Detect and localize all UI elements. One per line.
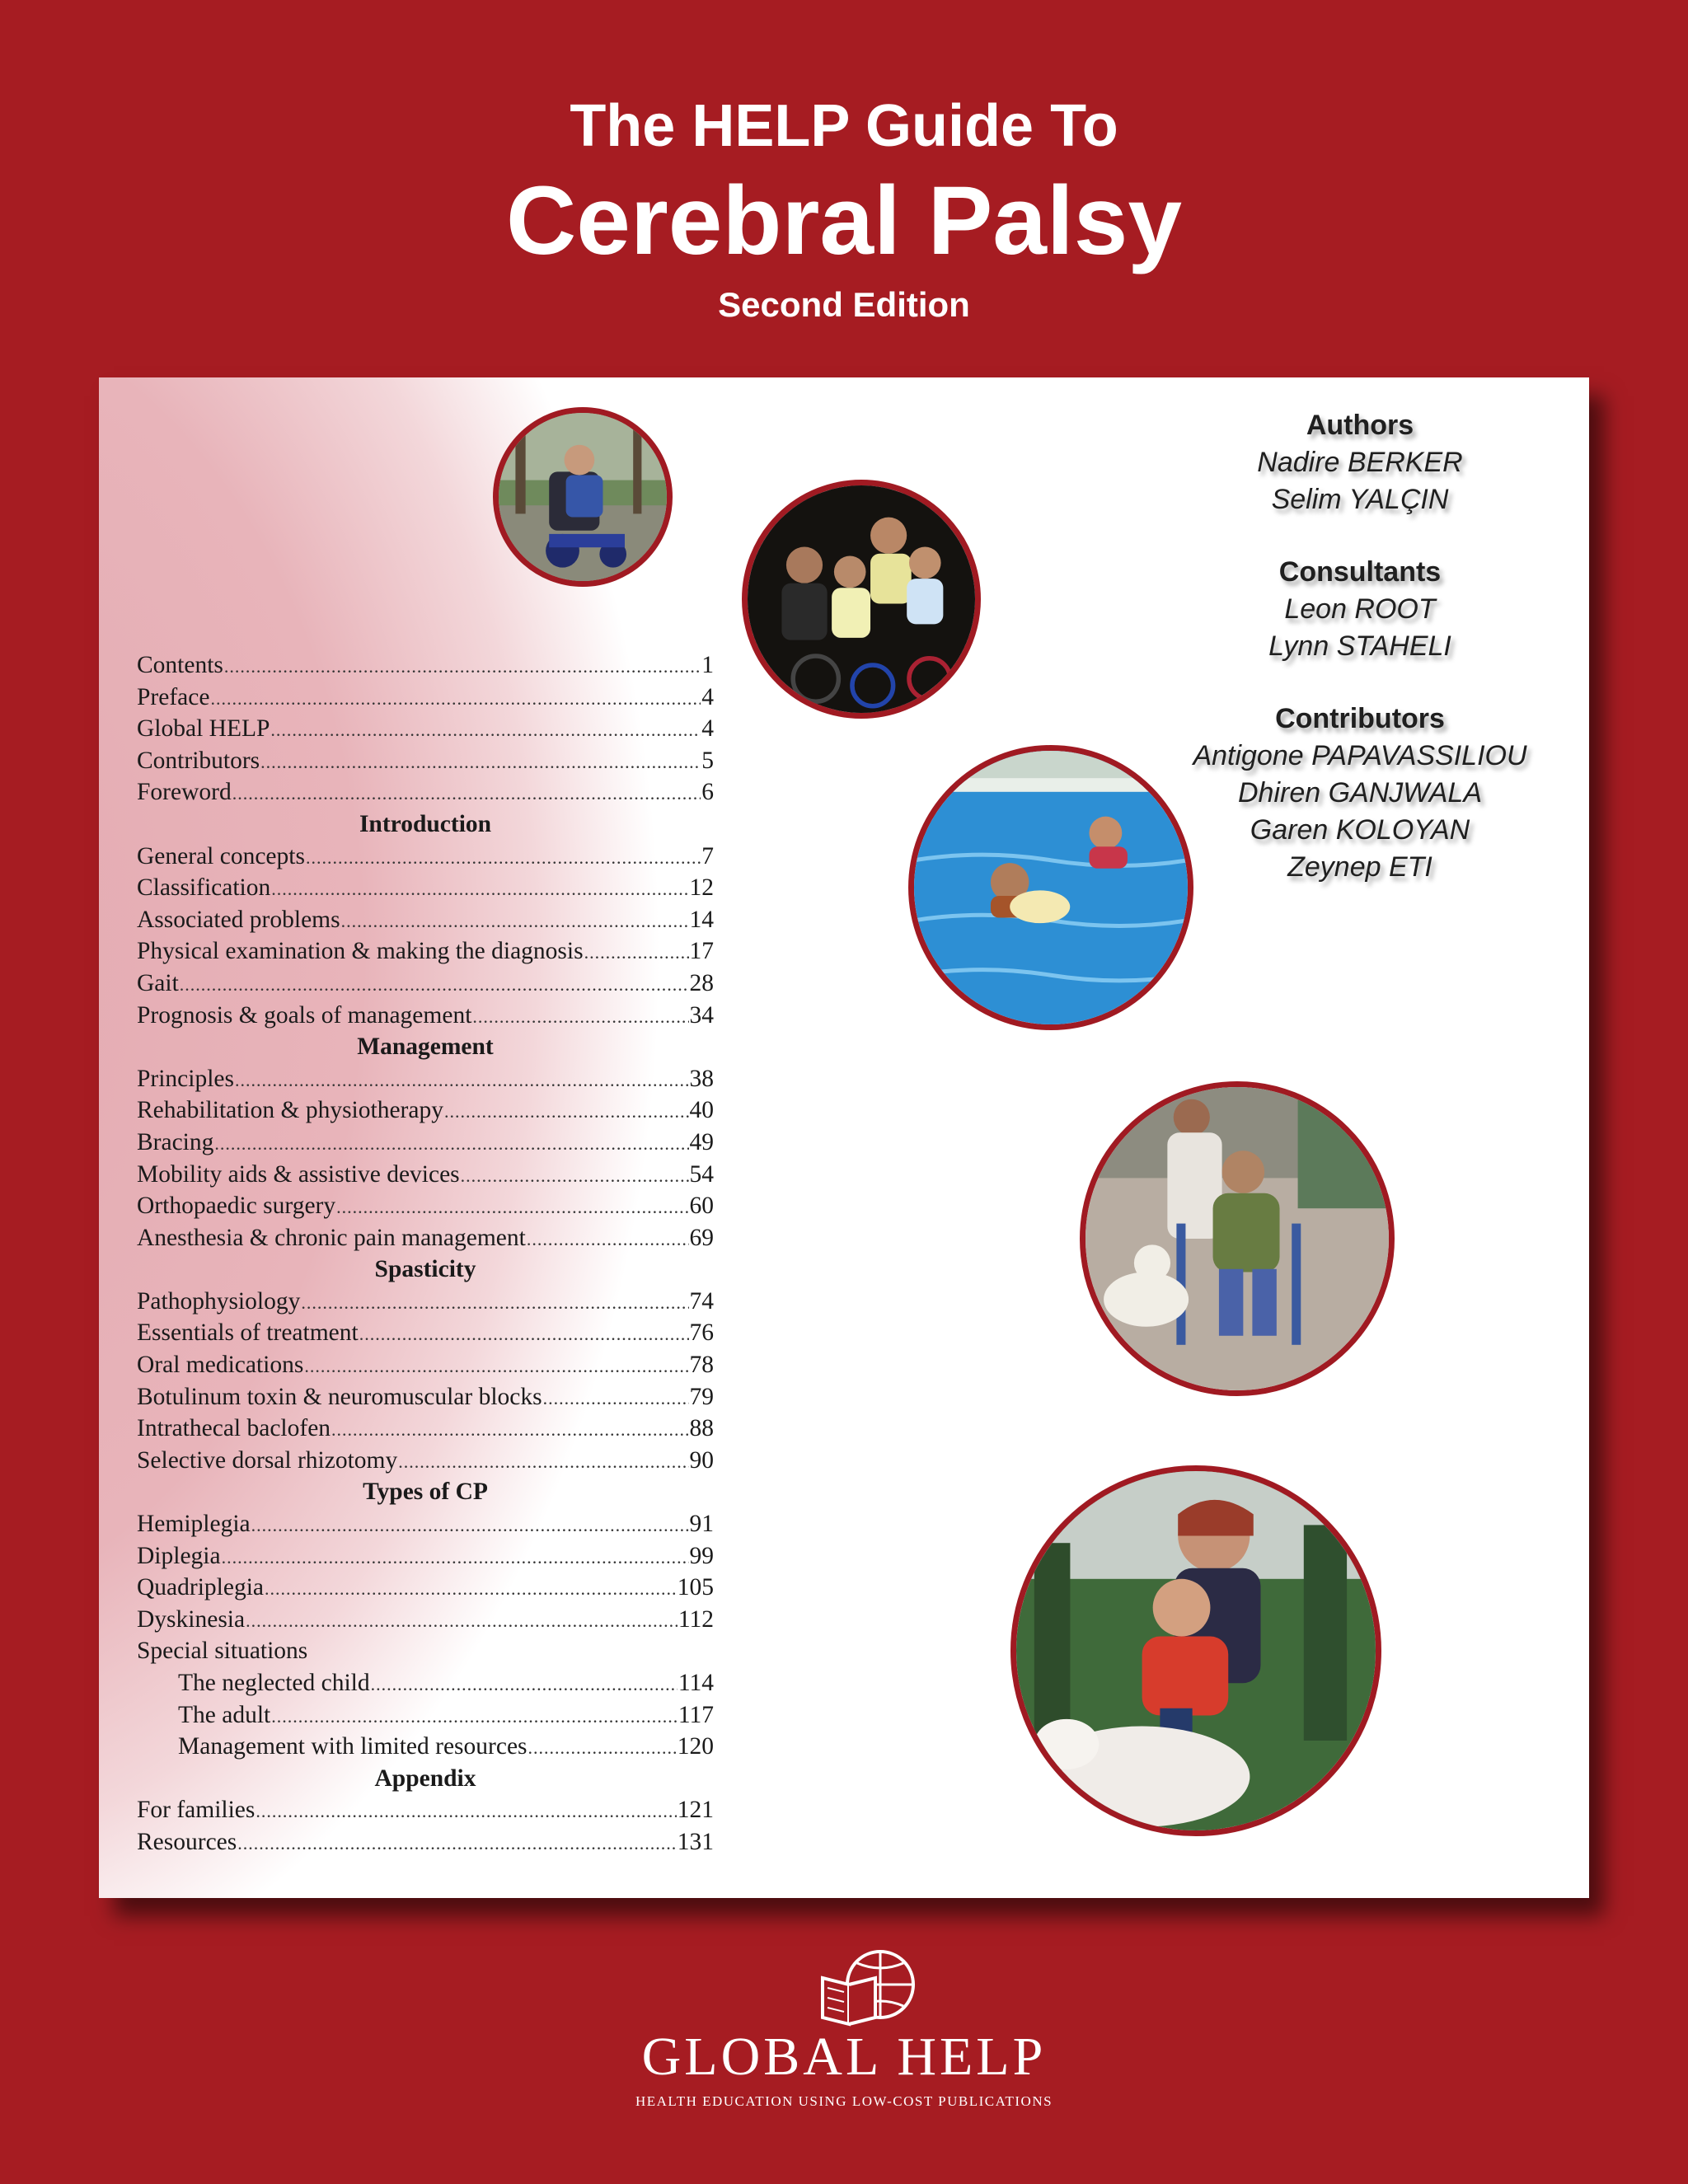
toc-entry [137, 1572, 714, 1604]
toc-entry-label: Gait [137, 969, 179, 996]
toc-entry-label: Diplegia [137, 1542, 221, 1569]
toc-leader-dots [271, 874, 688, 906]
toc-entry [137, 1508, 714, 1540]
toc-leader-dots [472, 1001, 688, 1033]
toc-entry-label: Hemiplegia [137, 1511, 251, 1538]
consultant-name: Lynn STAHELI [1268, 630, 1451, 662]
toc-entry-page: 34 [689, 1001, 714, 1029]
toc-heading-introduction: Introduction [359, 810, 492, 837]
cover-header [0, 0, 1688, 363]
credits [1170, 407, 1550, 886]
toc-leader-dots [584, 937, 689, 969]
toc-leader-dots [444, 1096, 689, 1128]
toc-entry [137, 1826, 714, 1858]
toc-leader-dots [224, 651, 701, 683]
edition-label: Second Edition [718, 285, 970, 324]
toc-leader-dots [235, 1065, 689, 1097]
toc-leader-dots [528, 1732, 677, 1765]
toc-entry-page: 1 [701, 652, 714, 678]
toc-leader-dots [461, 1160, 689, 1193]
toc-section-special [137, 1667, 714, 1763]
contributor-name: Garen KOLOYAN [1250, 814, 1470, 846]
toc-entry [137, 1222, 714, 1254]
toc-entry-label: Rehabilitation & physiotherapy [137, 1097, 443, 1124]
toc-entry-page: 105 [677, 1574, 714, 1601]
toc-entry-label: Foreword [137, 779, 232, 806]
toc-entry-label: Orthopaedic surgery [137, 1193, 336, 1220]
toc-entry [137, 713, 714, 745]
toc-entry-label: Selective dorsal rhizotomy [137, 1446, 398, 1474]
toc-entry [137, 1000, 714, 1032]
toc-leader-dots [331, 1414, 688, 1446]
toc-entry-page: 54 [689, 1160, 714, 1188]
toc-section-introduction [137, 841, 714, 1032]
publisher-name: GLOBAL HELP [641, 2027, 1047, 2087]
toc-leader-dots [251, 1510, 689, 1542]
toc-entry-page: 60 [689, 1193, 714, 1220]
consultants-heading: Consultants [1278, 556, 1442, 588]
swimming-pool-photo [908, 745, 1193, 1030]
cover-panel [99, 377, 1589, 1898]
toc-entry [137, 1604, 714, 1636]
toc-entry-label: General concepts [137, 842, 305, 869]
toc-leader-dots [214, 1128, 688, 1160]
toc-leader-dots [271, 1701, 678, 1733]
toc-entry [137, 1159, 714, 1191]
toc-entry [137, 1445, 714, 1477]
toc-entry-page: 117 [678, 1701, 714, 1728]
toc-entry [137, 1349, 714, 1381]
toc-entry-page: 112 [678, 1605, 714, 1633]
toc-entry-page: 74 [689, 1287, 714, 1315]
title-prefix: The HELP Guide To [570, 93, 1118, 159]
toc-leader-dots [270, 715, 701, 747]
toc-entry-label: Associated problems [137, 906, 340, 933]
toc-entry-label: Mobility aids & assistive devices [137, 1160, 460, 1188]
toc-entry-label: Intrathecal baclofen [137, 1415, 331, 1442]
toc-leader-dots [301, 1287, 688, 1319]
toc-entry-label: Quadriplegia [137, 1574, 264, 1601]
toc-entry-page: 99 [689, 1542, 714, 1569]
toc-leader-dots [527, 1224, 689, 1256]
toc-entry [137, 1699, 714, 1732]
table-of-contents [137, 649, 714, 1858]
toc-entry [137, 1063, 714, 1095]
toc-section-management [137, 1063, 714, 1254]
toc-section-types [137, 1508, 714, 1635]
toc-entry-page: 114 [678, 1670, 714, 1696]
toc-entry-label: Global HELP [137, 715, 270, 743]
toc-entry-label: Preface [137, 683, 210, 710]
toc-entry-label: Botulinum toxin & neuromuscular blocks [137, 1383, 542, 1410]
toc-section-appendix [137, 1794, 714, 1858]
toc-entry-label: Prognosis & goals of management [137, 1001, 472, 1029]
toc-entry-page: 4 [701, 683, 714, 710]
toc-entry-label: Essentials of treatment [137, 1319, 359, 1347]
toc-entry-page: 14 [689, 906, 714, 933]
toc-entry-label: Contents [137, 652, 223, 678]
toc-entry-label: The adult [178, 1701, 271, 1728]
toc-entry [137, 1317, 714, 1349]
toc-leader-dots [359, 1319, 689, 1351]
toc-entry-label: Classification [137, 874, 271, 902]
toc-entry-page: 88 [689, 1415, 714, 1442]
toc-leader-dots [306, 842, 701, 874]
toc-entry [137, 1381, 714, 1413]
toc-entry [137, 1731, 714, 1763]
toc-leader-dots [304, 1351, 688, 1383]
toc-leader-dots [210, 683, 701, 715]
toc-entry-label: Principles [137, 1065, 234, 1092]
toc-entry-label: Resources [137, 1828, 237, 1855]
toc-entry [137, 745, 714, 777]
toc-entry [137, 682, 714, 714]
toc-heading-types: Types of CP [363, 1479, 488, 1506]
walker-dog-photo [1080, 1081, 1395, 1396]
toc-entry [137, 649, 714, 682]
bicycles-photo [742, 480, 981, 719]
toc-heading-appendix: Appendix [374, 1765, 476, 1792]
publisher-footer [0, 1929, 1688, 2184]
toc-entry-page: 121 [677, 1797, 714, 1824]
toc-entry-page: 91 [689, 1511, 714, 1538]
toc-entry-page: 69 [689, 1224, 714, 1251]
author-name: Nadire BERKER [1257, 447, 1463, 478]
toc-entry-page: 6 [701, 779, 714, 806]
toc-section-front [137, 649, 714, 808]
toc-heading-spasticity: Spasticity [374, 1256, 476, 1283]
toc-leader-dots [232, 778, 701, 810]
contributor-name: Antigone PAPAVASSILIOU [1193, 740, 1527, 771]
toc-entry [137, 968, 714, 1000]
toc-entry-label: Contributors [137, 747, 260, 774]
toc-entry-page: 79 [689, 1383, 714, 1410]
horse-riding-photo [1010, 1465, 1381, 1836]
consultant-name: Leon ROOT [1284, 593, 1436, 625]
toc-entry [137, 1667, 714, 1699]
toc-entry-label: Anesthesia & chronic pain management [137, 1224, 526, 1251]
toc-entry [137, 1540, 714, 1572]
toc-entry-page: 38 [689, 1065, 714, 1092]
toc-entry-label: Physical examination & making the diagnosis [137, 938, 584, 965]
toc-entry-page: 7 [701, 842, 714, 869]
contributor-name: Dhiren GANJWALA [1237, 777, 1483, 808]
toc-leader-dots [341, 906, 689, 938]
toc-entry [137, 776, 714, 808]
toc-entry-page: 131 [677, 1828, 714, 1855]
toc-leader-dots [180, 969, 689, 1001]
toc-entry-label: Dyskinesia [137, 1605, 246, 1633]
toc-entry-page: 4 [701, 715, 714, 743]
contributor-name: Zeynep ETI [1287, 851, 1432, 883]
toc-entry [137, 1094, 714, 1127]
toc-leader-dots [398, 1446, 688, 1479]
toc-entry-label: For families [137, 1797, 256, 1824]
toc-leader-dots [336, 1192, 688, 1224]
toc-leader-dots [222, 1542, 689, 1574]
toc-entry-page: 78 [689, 1352, 714, 1379]
toc-entry-label: Bracing [137, 1128, 214, 1155]
toc-leader-dots [237, 1828, 677, 1860]
publisher-tagline: HEALTH EDUCATION USING LOW-COST PUBLICATIONS [635, 2093, 1053, 2109]
toc-entry [137, 904, 714, 936]
toc-entry-label: Pathophysiology [137, 1287, 301, 1315]
toc-leader-dots [265, 1573, 677, 1605]
toc-entry [137, 1190, 714, 1222]
toc-entry-label: The neglected child [178, 1670, 370, 1696]
toc-leader-dots [260, 747, 701, 779]
toc-entry-page: 40 [689, 1097, 714, 1124]
toc-entry [137, 1794, 714, 1826]
authors-heading: Authors [1306, 410, 1414, 441]
contributors-heading: Contributors [1275, 703, 1445, 734]
toc-entry-page: 120 [677, 1733, 714, 1760]
toc-section-spasticity [137, 1286, 714, 1477]
toc-entry-page: 49 [689, 1128, 714, 1155]
toc-entry-label: Management with limited resources [178, 1733, 528, 1760]
toc-heading-management: Management [357, 1033, 494, 1061]
toc-entry [137, 1127, 714, 1159]
toc-entry [137, 872, 714, 904]
toc-entry-page: 17 [689, 938, 714, 965]
toc-entry [137, 841, 714, 873]
toc-entry [137, 1286, 714, 1318]
toc-entry-label: Oral medications [137, 1352, 304, 1379]
toc-entry [137, 935, 714, 968]
toc-entry [137, 1413, 714, 1445]
toc-leader-dots [371, 1669, 678, 1701]
toc-entry-page: 90 [689, 1446, 714, 1474]
toc-leader-dots [543, 1383, 689, 1415]
toc-entry-page: 28 [689, 969, 714, 996]
toc-entry-page: 76 [689, 1319, 714, 1347]
toc-special-situations: Special situations [137, 1638, 308, 1665]
book-title: Cerebral Palsy [506, 166, 1182, 275]
toc-entry-page: 12 [689, 874, 714, 902]
author-name: Selim YALÇIN [1271, 484, 1449, 515]
globe-book-icon [816, 1945, 923, 2036]
wheelchair-photo [493, 407, 673, 587]
toc-entry-page: 5 [701, 747, 714, 774]
toc-leader-dots [256, 1796, 676, 1828]
toc-leader-dots [246, 1605, 678, 1638]
